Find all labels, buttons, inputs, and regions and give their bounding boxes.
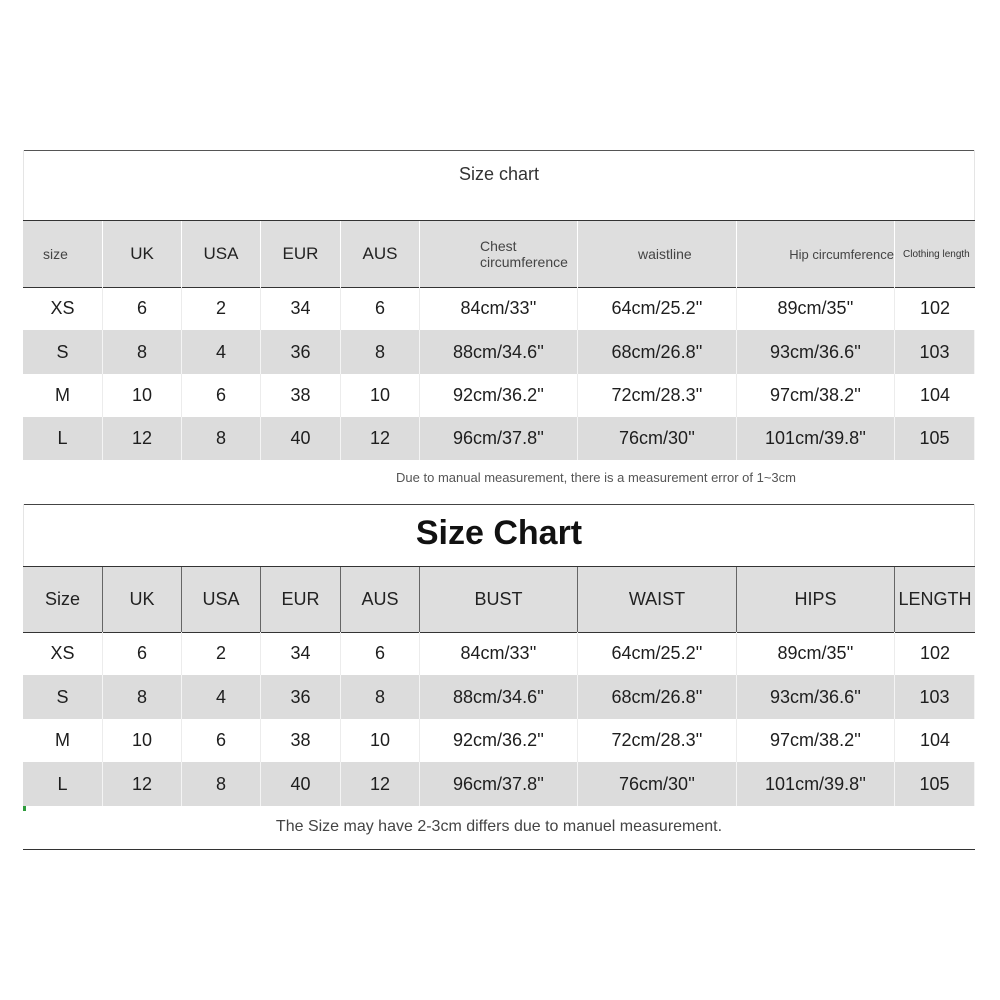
cell-waist: 76cm/30'' bbox=[578, 417, 737, 460]
cell-chest: 84cm/33'' bbox=[420, 287, 578, 330]
table-row bbox=[23, 287, 975, 330]
green-mark bbox=[23, 806, 26, 811]
cell-size: S bbox=[23, 675, 103, 719]
table-row bbox=[23, 330, 975, 374]
header-uk: UK bbox=[103, 567, 182, 632]
cell-waist: 72cm/28.3'' bbox=[578, 719, 737, 762]
cell-usa: 2 bbox=[182, 632, 261, 675]
cell-size: M bbox=[23, 374, 103, 417]
header-aus: AUS bbox=[341, 221, 420, 287]
header-length: Clothing length bbox=[895, 221, 975, 287]
table-title: Size Chart bbox=[415, 514, 583, 552]
cell-aus: 8 bbox=[341, 675, 420, 719]
cell-eur: 36 bbox=[261, 330, 341, 374]
cell-length: 103 bbox=[895, 330, 975, 374]
header-length: LENGTH bbox=[895, 567, 975, 632]
cell-length: 103 bbox=[895, 675, 975, 719]
cell-hip: 89cm/35'' bbox=[737, 287, 895, 330]
cell-usa: 2 bbox=[182, 287, 261, 330]
cell-chest: 96cm/37.8'' bbox=[420, 417, 578, 460]
cell-aus: 12 bbox=[341, 762, 420, 806]
cell-waist: 68cm/26.8'' bbox=[578, 675, 737, 719]
cell-usa: 6 bbox=[182, 374, 261, 417]
cell-length: 102 bbox=[919, 298, 951, 318]
cell-bust: 92cm/36.2'' bbox=[420, 719, 578, 762]
top-border bbox=[23, 504, 975, 505]
cell-size: S bbox=[23, 330, 103, 374]
cell-aus: 6 bbox=[341, 632, 420, 675]
cell-waist: 72cm/28.3'' bbox=[578, 374, 737, 417]
cell-bust: 88cm/34.6'' bbox=[420, 675, 578, 719]
cell-uk: 6 bbox=[103, 632, 182, 675]
cell-waist: 76cm/30'' bbox=[578, 762, 737, 806]
header-bust: BUST bbox=[420, 567, 578, 632]
cell-aus: 8 bbox=[341, 330, 420, 374]
header-chest: Chest circumference bbox=[420, 221, 578, 287]
cell-eur: 40 bbox=[261, 762, 341, 806]
cell-uk: 10 bbox=[103, 719, 182, 762]
header-waist: waistline bbox=[578, 221, 737, 287]
cell-size: L bbox=[23, 762, 103, 806]
cell-waist: 64cm/25.2'' bbox=[578, 287, 737, 330]
cell-usa: 6 bbox=[182, 719, 261, 762]
table-row bbox=[23, 762, 975, 806]
table-row bbox=[23, 417, 975, 460]
top-border bbox=[23, 150, 975, 151]
cell-waist: 68cm/26.8'' bbox=[578, 330, 737, 374]
size-chart-table-1 bbox=[23, 150, 975, 462]
cell-eur: 38 bbox=[261, 719, 341, 762]
cell-uk: 8 bbox=[103, 330, 182, 374]
cell-usa: 4 bbox=[182, 330, 261, 374]
cell-chest: 88cm/34.6'' bbox=[420, 330, 578, 374]
header-size: Size bbox=[23, 567, 103, 632]
table-row bbox=[23, 719, 975, 762]
cell-eur: 40 bbox=[261, 417, 341, 460]
cell-uk: 8 bbox=[103, 675, 182, 719]
table-row bbox=[23, 632, 975, 675]
cell-aus: 6 bbox=[341, 287, 420, 330]
header-hip: Hip circumference bbox=[737, 221, 895, 287]
cell-size: XS bbox=[23, 287, 103, 330]
header-uk: UK bbox=[103, 221, 182, 287]
cell-eur: 36 bbox=[261, 675, 341, 719]
table-row bbox=[23, 675, 975, 719]
cell-usa: 8 bbox=[182, 762, 261, 806]
cell-chest: 92cm/36.2'' bbox=[420, 374, 578, 417]
cell-bust: 96cm/37.8'' bbox=[420, 762, 578, 806]
measurement-note-2: The Size may have 2-3cm differs due to manuel measurement. bbox=[275, 818, 723, 835]
cell-length: 104 bbox=[919, 385, 951, 405]
cell-length: 104 bbox=[919, 730, 951, 750]
cell-hips: 101cm/39.8'' bbox=[737, 762, 895, 806]
cell-length: 102 bbox=[919, 643, 951, 663]
header-usa: USA bbox=[182, 567, 261, 632]
header-waist: WAIST bbox=[578, 567, 737, 632]
cell-uk: 6 bbox=[103, 287, 182, 330]
header-row bbox=[23, 566, 975, 633]
header-eur: EUR bbox=[261, 567, 341, 632]
cell-eur: 34 bbox=[261, 632, 341, 675]
bottom-border bbox=[23, 849, 975, 850]
cell-bust: 84cm/33'' bbox=[420, 632, 578, 675]
left-border bbox=[23, 150, 24, 220]
header-aus: AUS bbox=[341, 567, 420, 632]
cell-length: 105 bbox=[895, 762, 975, 806]
cell-usa: 8 bbox=[182, 417, 261, 460]
cell-eur: 34 bbox=[261, 287, 341, 330]
cell-waist: 64cm/25.2'' bbox=[578, 632, 737, 675]
header-eur: EUR bbox=[261, 221, 341, 287]
right-border bbox=[974, 150, 975, 220]
cell-length: 105 bbox=[895, 417, 975, 460]
table-title: Size chart bbox=[458, 164, 540, 184]
cell-hips: 93cm/36.6'' bbox=[737, 675, 895, 719]
cell-hips: 97cm/38.2'' bbox=[737, 719, 895, 762]
header-size: size bbox=[23, 221, 103, 287]
cell-eur: 38 bbox=[261, 374, 341, 417]
cell-size: XS bbox=[23, 632, 103, 675]
header-usa: USA bbox=[182, 221, 261, 287]
cell-uk: 10 bbox=[103, 374, 182, 417]
cell-uk: 12 bbox=[103, 762, 182, 806]
cell-hip: 101cm/39.8'' bbox=[737, 417, 895, 460]
cell-usa: 4 bbox=[182, 675, 261, 719]
header-row bbox=[23, 220, 975, 288]
measurement-note-1: Due to manual measurement, there is a measurement error of 1~3cm bbox=[396, 470, 796, 485]
cell-uk: 12 bbox=[103, 417, 182, 460]
cell-aus: 12 bbox=[341, 417, 420, 460]
cell-size: M bbox=[23, 719, 103, 762]
cell-hip: 97cm/38.2'' bbox=[737, 374, 895, 417]
size-chart-table-2 bbox=[23, 504, 975, 850]
cell-aus: 10 bbox=[341, 719, 420, 762]
cell-hip: 93cm/36.6'' bbox=[737, 330, 895, 374]
header-hips: HIPS bbox=[737, 567, 895, 632]
table-row bbox=[23, 374, 975, 417]
cell-hips: 89cm/35'' bbox=[737, 632, 895, 675]
cell-size: L bbox=[23, 417, 103, 460]
cell-aus: 10 bbox=[341, 374, 420, 417]
